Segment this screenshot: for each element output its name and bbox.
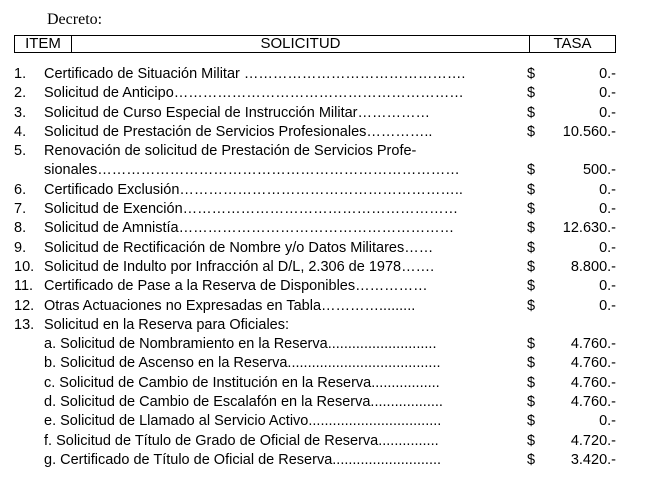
row-currency: $ <box>527 220 536 237</box>
row-label: c. Solicitud de Cambio de Institución en la Reserva................. <box>44 374 440 391</box>
row-number: 12. <box>14 297 35 314</box>
document-title: Decreto: <box>47 11 103 28</box>
row-currency: $ <box>527 297 536 314</box>
row-amount: 0.- <box>599 239 616 256</box>
row-amount: 10.560.- <box>562 123 616 140</box>
row-currency: $ <box>527 278 536 295</box>
row-label: Certificado Exclusión………………………………………………….. <box>44 181 463 198</box>
table-row <box>0 200 650 219</box>
row-label: Solicitud de Rectificación de Nombre y/o Datos Militares…… <box>44 239 434 256</box>
row-amount: 12.630.- <box>562 220 616 237</box>
table-row <box>0 432 650 451</box>
header-tasa: TASA <box>553 35 592 52</box>
table-row <box>0 393 650 412</box>
table-row <box>0 316 650 335</box>
row-number: 9. <box>14 239 27 256</box>
table-row <box>0 335 650 354</box>
row-label: Solicitud de Prestación de Servicios Profesionales………….. <box>44 123 433 140</box>
row-currency: $ <box>527 104 536 121</box>
row-label: Otras Actuaciones no Expresadas en Tabla…………......... <box>44 297 416 314</box>
row-label: Solicitud de Curso Especial de Instrucción Militar…………… <box>44 104 430 121</box>
table-header <box>14 35 616 53</box>
row-label: f. Solicitud de Título de Grado de Oficial de Reserva............... <box>44 432 439 449</box>
row-amount: 4.760.- <box>570 394 616 411</box>
row-amount: 0.- <box>599 297 616 314</box>
row-amount: 4.760.- <box>570 336 616 353</box>
row-number: 11. <box>14 278 34 295</box>
table-row <box>0 239 650 258</box>
table-row <box>0 161 650 180</box>
row-number: 2. <box>14 85 27 102</box>
row-label: Solicitud de Amnistía………………………………………………… <box>44 220 455 237</box>
table-row <box>0 354 650 373</box>
row-amount: 0.- <box>599 201 616 218</box>
row-number: 4. <box>14 123 27 140</box>
row-currency: $ <box>527 432 536 449</box>
row-currency: $ <box>527 413 536 430</box>
row-currency: $ <box>527 374 536 391</box>
row-amount: 0.- <box>599 278 616 295</box>
row-number: 3. <box>14 104 27 121</box>
row-amount: 0.- <box>599 66 616 82</box>
row-amount: 0.- <box>599 104 616 121</box>
row-currency: $ <box>527 181 536 198</box>
row-number: 13. <box>14 316 35 333</box>
row-currency: $ <box>527 336 536 353</box>
row-currency: $ <box>527 85 536 102</box>
row-label: Solicitud en la Reserva para Oficiales: <box>44 316 290 333</box>
row-currency: $ <box>527 239 536 256</box>
row-number: 6. <box>14 181 27 198</box>
row-amount: 0.- <box>599 413 616 430</box>
row-amount: 3.420.- <box>570 451 616 468</box>
row-amount: 4.720.- <box>570 432 616 449</box>
row-currency: $ <box>527 162 536 179</box>
row-currency: $ <box>527 355 536 372</box>
row-currency: $ <box>527 66 536 82</box>
header-item: ITEM <box>15 36 72 52</box>
row-label: e. Solicitud de Llamado al Servicio Activo................................. <box>44 413 442 430</box>
row-label: Solicitud de Exención………………………………………………… <box>44 201 459 218</box>
table-row <box>0 104 650 123</box>
table-row <box>0 297 650 316</box>
table-row <box>0 84 650 103</box>
row-number: 8. <box>14 220 27 237</box>
fee-table <box>0 65 650 470</box>
row-amount: 4.760.- <box>570 374 616 391</box>
table-row <box>0 123 650 142</box>
table-row <box>0 374 650 393</box>
row-number: 10. <box>14 258 35 275</box>
row-currency: $ <box>527 258 536 275</box>
row-currency: $ <box>527 394 536 411</box>
row-currency: $ <box>527 201 536 218</box>
row-label: g. Certificado de Título de Oficial de Reserva........................... <box>44 451 442 468</box>
row-label: Certificado de Situación Militar ………………………………………. <box>44 66 466 82</box>
row-amount: 0.- <box>599 181 616 198</box>
row-amount: 500.- <box>582 162 616 179</box>
row-label: Certificado de Pase a la Reserva de Disponibles…………… <box>44 278 428 295</box>
table-row <box>0 219 650 238</box>
row-label: b. Solicitud de Ascenso en la Reserva...................................... <box>44 355 441 372</box>
table-row <box>0 412 650 431</box>
table-row <box>0 181 650 200</box>
row-amount: 8.800.- <box>570 258 616 275</box>
row-label: d. Solicitud de Cambio de Escalafón en la Reserva.................. <box>44 394 443 411</box>
row-label: Solicitud de Indulto por Infracción al D/L, 2.306 de 1978……. <box>44 258 435 275</box>
row-number: 7. <box>14 201 27 218</box>
row-currency: $ <box>527 123 536 140</box>
row-number: 1. <box>14 66 27 82</box>
row-label: sionales………………………………………………………………… <box>44 162 460 179</box>
row-number: 5. <box>14 143 27 160</box>
row-label: Renovación de solicitud de Prestación de Servicios Profe- <box>44 143 417 160</box>
row-amount: 0.- <box>599 85 616 102</box>
row-label: Solicitud de Anticipo…………………………………………………… <box>44 85 464 102</box>
table-row <box>0 142 650 161</box>
row-amount: 4.760.- <box>570 355 616 372</box>
table-row <box>0 258 650 277</box>
header-solicitud: SOLICITUD <box>72 36 530 52</box>
table-row <box>0 277 650 296</box>
table-row <box>0 65 650 84</box>
table-row <box>0 451 650 470</box>
row-currency: $ <box>527 451 536 468</box>
row-label: a. Solicitud de Nombramiento en la Reserva........................... <box>44 336 437 353</box>
